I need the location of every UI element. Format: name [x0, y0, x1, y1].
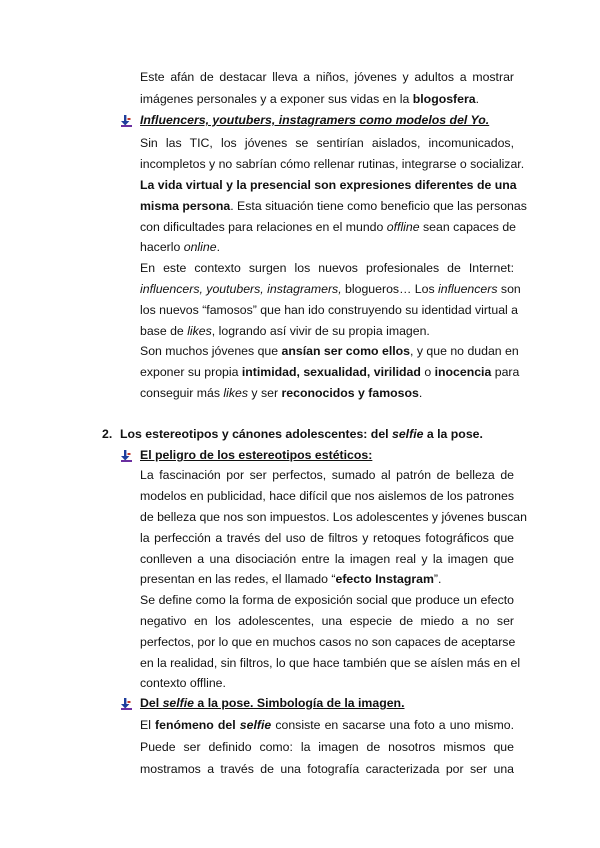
- paragraph-line: mostramos a través de una fotografía caracterizada por ser una: [140, 762, 514, 776]
- paragraph-line: La vida virtual y la presencial son expresiones diferentes de una: [140, 178, 517, 192]
- section-title: Los estereotipos y cánones adolescentes: del selfie a la pose.: [120, 427, 483, 441]
- paragraph-line: Sin las TIC, los jóvenes se sentirían aislados, incomunicados,: [140, 136, 514, 150]
- paragraph-line: presentan en las redes, el llamado “efecto Instagram”.: [140, 572, 442, 586]
- paragraph-line: negativo en los adolescentes, una especie de miedo a no ser: [140, 614, 514, 628]
- bullet-arrow-icon: [119, 449, 133, 463]
- paragraph-line: El fenómeno del selfie consiste en sacarse una foto a uno mismo.: [140, 718, 514, 732]
- section-heading: Influencers, youtubers, instagramers como modelos del Yo.: [140, 113, 490, 127]
- paragraph-line: conseguir más likes y ser reconocidos y famosos.: [140, 386, 423, 400]
- paragraph-line: Son muchos jóvenes que ansían ser como ellos, y que no dudan en: [140, 344, 519, 358]
- bullet-arrow-icon: [119, 114, 133, 128]
- subsection-heading: El peligro de los estereotipos estéticos:: [140, 448, 373, 462]
- paragraph-line: imágenes personales y a exponer sus vidas en la blogosfera.: [140, 92, 480, 106]
- paragraph-line: con dificultades para relaciones en el mundo offline sean capaces de: [140, 220, 517, 234]
- paragraph-line: la perfección a través del uso de filtros y retoques fotográficos que: [140, 531, 514, 545]
- paragraph-line: modelos en publicidad, hace difícil que nos aislemos de los patrones: [140, 489, 514, 503]
- subsection-heading: Del selfie a la pose. Simbología de la imagen.: [140, 696, 405, 710]
- paragraph-line: contexto offline.: [140, 676, 226, 690]
- paragraph-line: En este contexto surgen los nuevos profesionales de Internet:: [140, 261, 514, 275]
- paragraph-line: Se define como la forma de exposición social que produce un efecto: [140, 593, 514, 607]
- paragraph-line: incompletos y no sabrían cómo rellenar rutinas, integrarse o socializar.: [140, 157, 525, 171]
- paragraph-line: Puede ser definido como: la imagen de nosotros mismos que: [140, 740, 514, 754]
- paragraph-line: La fascinación por ser perfectos, sumado al patrón de belleza de: [140, 468, 514, 482]
- paragraph-line: Este afán de destacar lleva a niños, jóvenes y adultos a mostrar: [140, 70, 514, 84]
- paragraph-line: influencers, youtubers, instagramers, blogueros… Los influencers son: [140, 282, 521, 296]
- section-number: 2.: [102, 427, 113, 441]
- bullet-arrow-icon: [119, 697, 133, 711]
- paragraph-line: misma persona. Esta situación tiene como beneficio que las personas: [140, 199, 527, 213]
- paragraph-line: perfectos, por lo que en muchos casos no son capaces de aceptarse: [140, 635, 516, 649]
- paragraph-line: los nuevos “famosos” que han ido construyendo su identidad virtual a: [140, 303, 519, 317]
- paragraph-line: base de likes, logrando así vivir de su propia imagen.: [140, 324, 430, 338]
- paragraph-line: conlleven a una disociación entre la imagen real y la imagen que: [140, 552, 514, 566]
- paragraph-line: hacerlo online.: [140, 240, 220, 254]
- paragraph-line: de belleza que nos son impuestos. Los adolescentes y jóvenes buscan: [140, 510, 527, 524]
- paragraph-line: exponer su propia intimidad, sexualidad, virilidad o inocencia para: [140, 365, 520, 379]
- paragraph-line: en la realidad, sin filtros, lo que hace también que se aíslen más en el: [140, 656, 521, 670]
